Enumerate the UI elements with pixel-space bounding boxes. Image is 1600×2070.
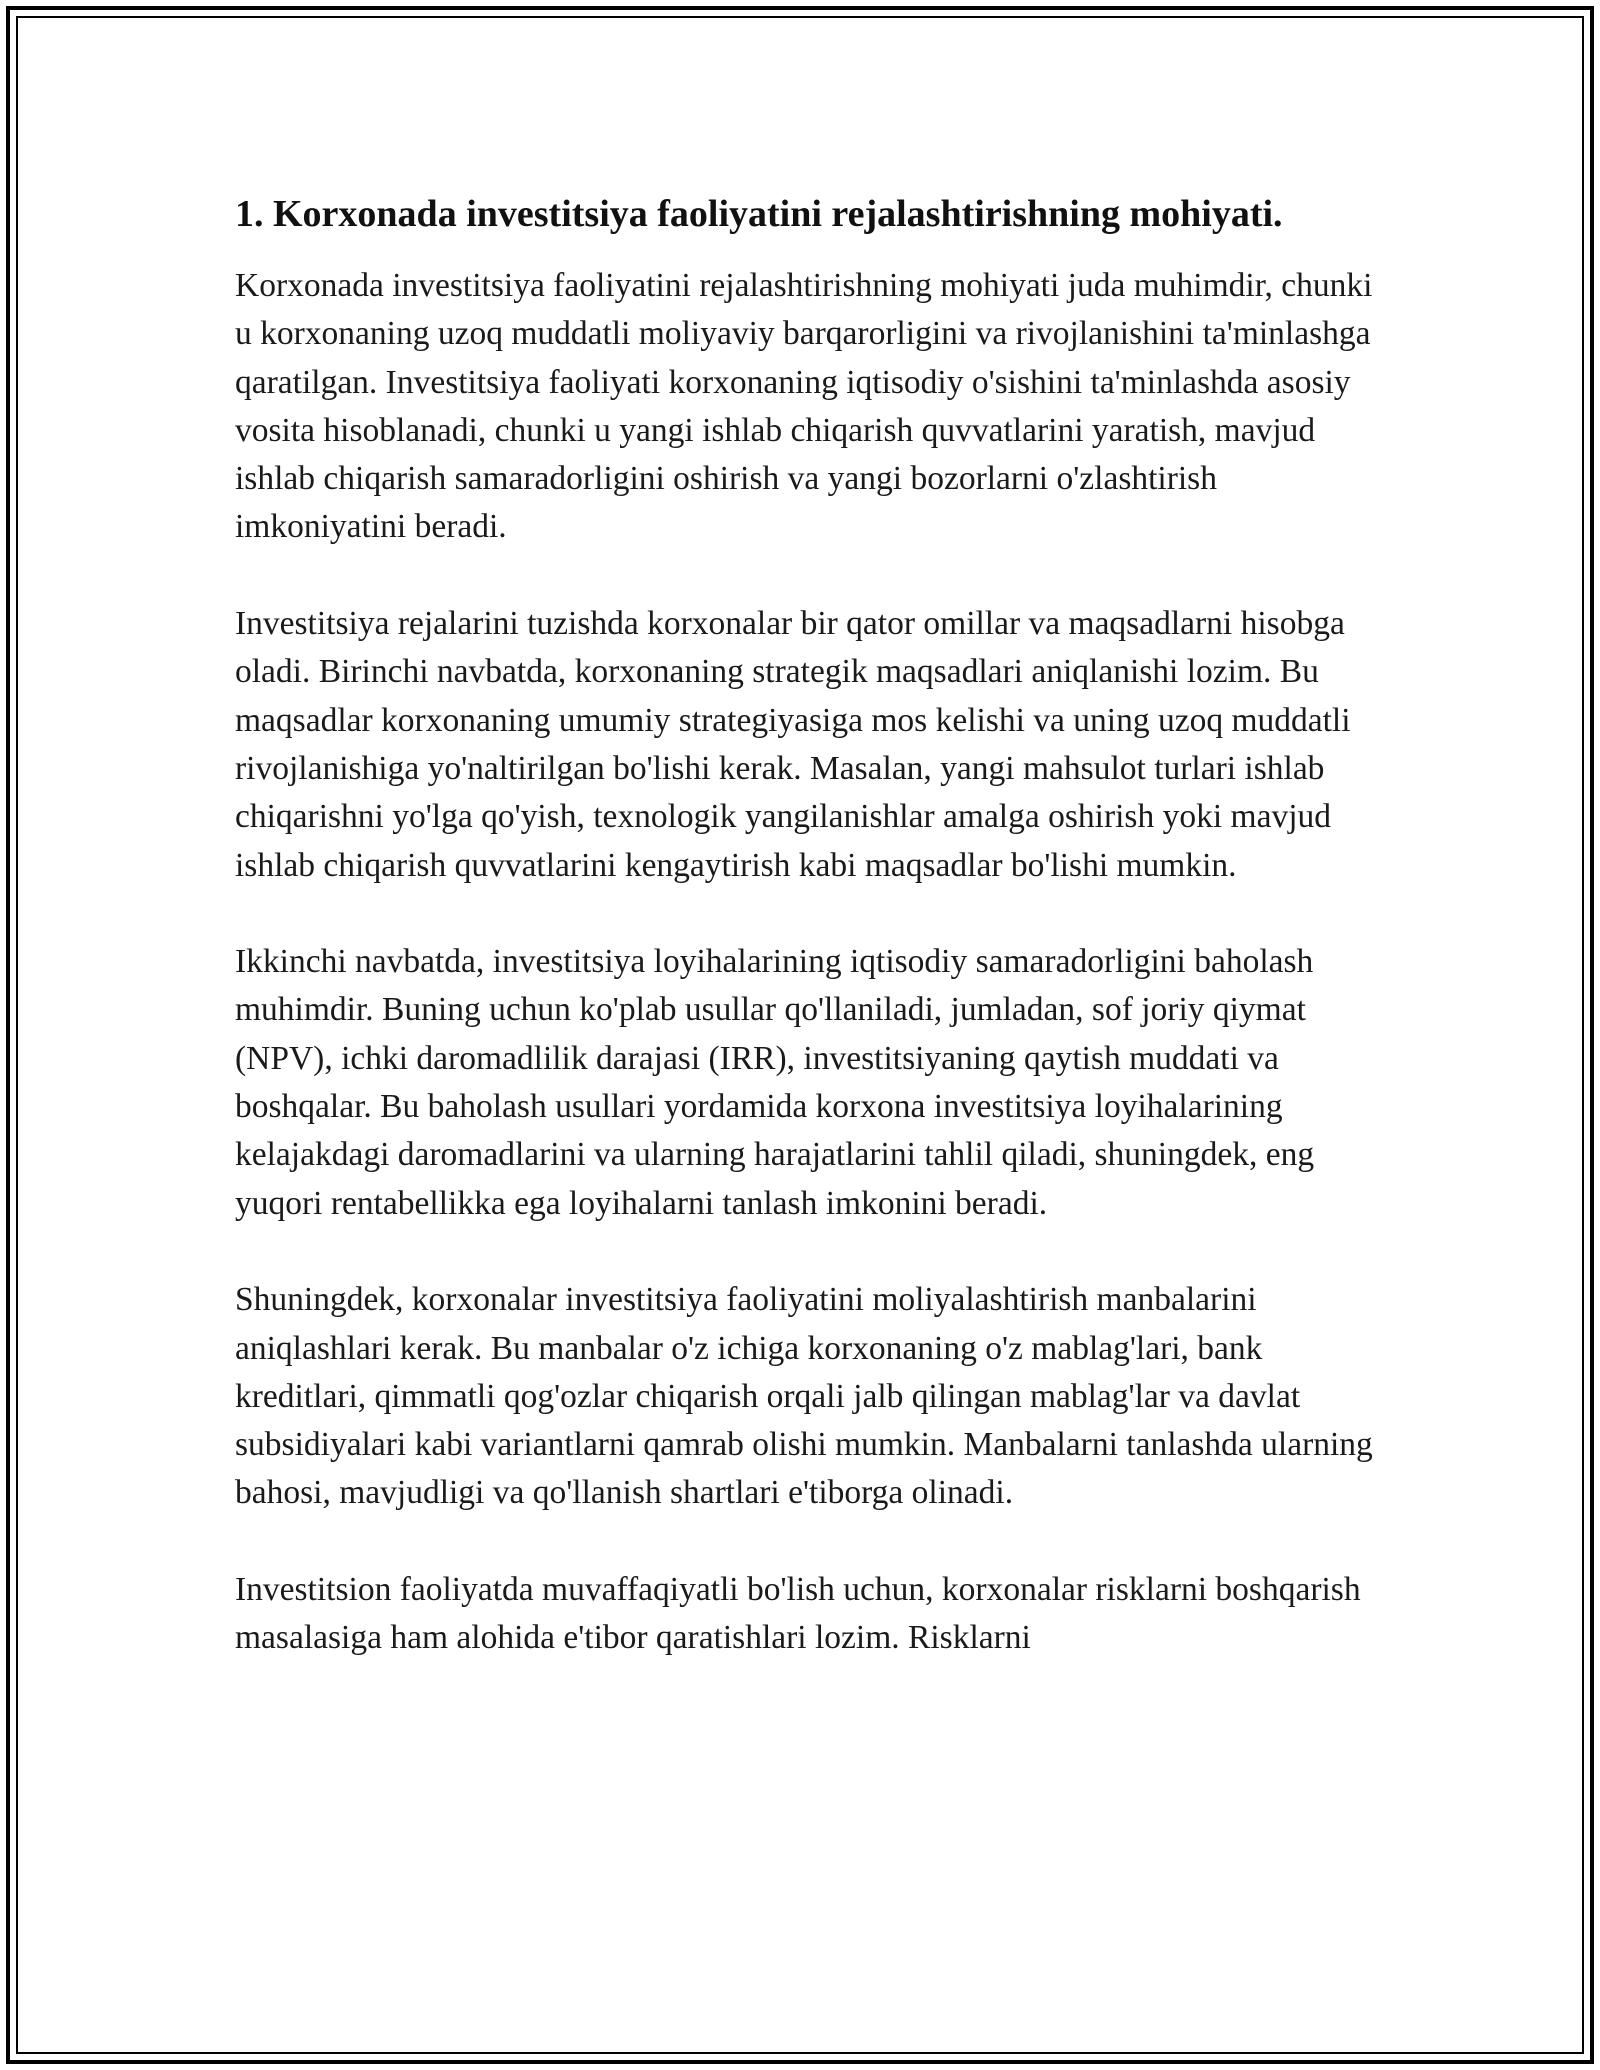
paragraph-1: Korxonada investitsiya faoliyatini rejalashtirishning mohiyati juda muhimdir, chunki u korxonaning uzoq muddatli moliyaviy barqarorligini va rivojlanishini ta'minlashga qaratilgan. Investitsiya faoliyati korxonaning iqtisodiy o'sishini ta'minlashda asosiy vosita hisoblanadi, chunki u yangi ishlab chiqarish quvvatlarini yaratish, mavjud ishlab chiqarish samaradorligini oshirish va yangi bozorlarni o'zlashtirish imkoniyatini beradi. — [235, 267, 1373, 546]
section-heading: 1. Korxonada investitsiya faoliyatini rejalashtirishning mohiyati. — [235, 193, 1283, 235]
paragraph-5: Investitsion faoliyatda muvaffaqiyatli bo'lish uchun, korxonalar risklarni boshqarish masalasiga ham alohida e'tibor qaratishlari lozim. Risklarni — [235, 1571, 1361, 1657]
paragraph-4: Shuningdek, korxonalar investitsiya faoliyatini moliyalashtirish manbalarini aniqlashlari kerak. Bu manbalar o'z ichiga korxonaning o'z mablag'lari, bank kreditlari, qimmatli qog'ozlar chiqarish orqali jalb qilingan mablag'lar va davlat subsidiyalari kabi variantlarni qamrab olishi mumkin. Manbalarni tanlashda ularning bahosi, mavjudligi va qo'llanish shartlari e'tiborga olinadi. — [235, 1281, 1373, 1512]
document-page — [235, 188, 1385, 1711]
paragraph-2: Investitsiya rejalarini tuzishda korxonalar bir qator omillar va maqsadlarni hisobga oladi. Birinchi navbatda, korxonaning strategik maqsadlari aniqlanishi lozim. Bu maqsadlar korxonaning umumiy strategiyasiga mos kelishi va uning uzoq muddatli rivojlanishiga yo'naltirilgan bo'lishi kerak. Masalan, yangi mahsulot turlari ishlab chiqarishni yo'lga qo'yish, texnologik yangilanishlar amalga oshirish yoki mavjud ishlab chiqarish quvvatlarini kengaytirish kabi maqsadlar bo'lishi mumkin. — [235, 605, 1351, 884]
paragraph-3: Ikkinchi navbatda, investitsiya loyihalarining iqtisodiy samaradorligini baholash muhimdir. Buning uchun ko'plab usullar qo'llaniladi, jumladan, sof joriy qiymat (NPV), ichki daromadlilik darajasi (IRR), investitsiyaning qaytish muddati va boshqalar. Bu baholash usullari yordamida korxona investitsiya loyihalarining kelajakdagi daromadlarini va ularning harajatlarini tahlil qiladi, shuningdek, eng yuqori rentabellikka ega loyihalarni tanlash imkonini beradi. — [235, 943, 1315, 1222]
